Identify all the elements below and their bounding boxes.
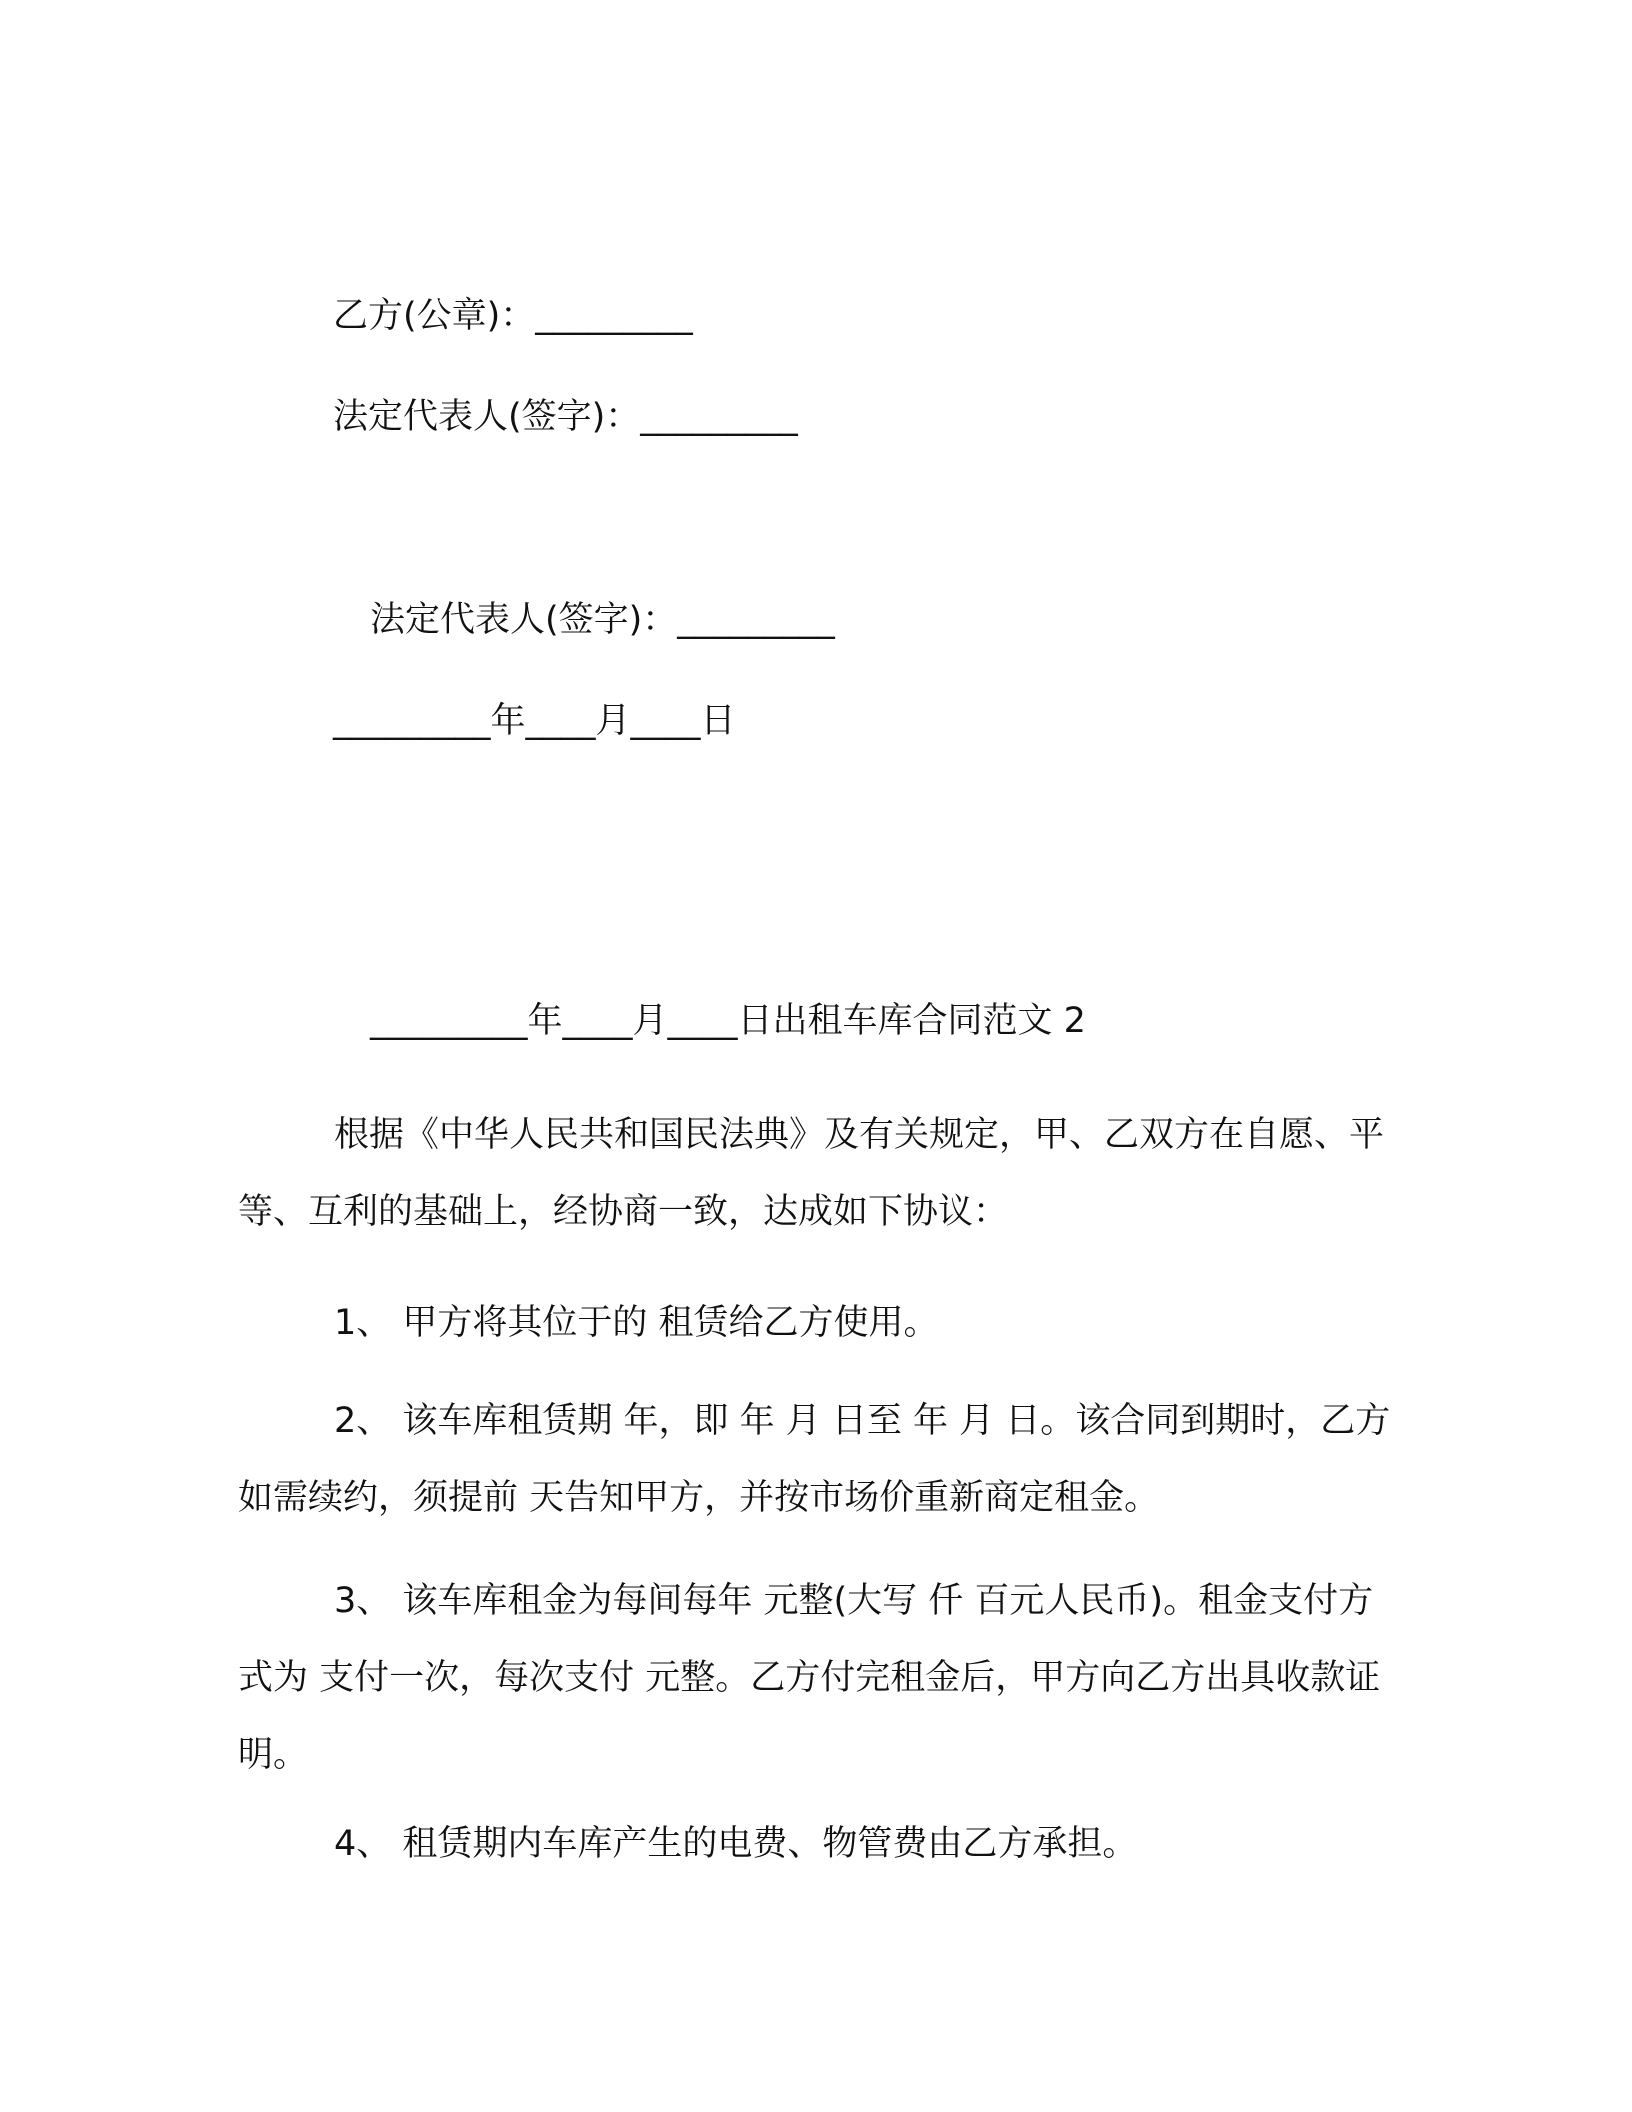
signature-date-line: _________年____月____日 [333,701,736,741]
clause-2-block [238,1383,1398,1537]
clause-paragraph: 4、 租赁期内车库产生的电费、物管费由乙方承担。 [334,1824,1138,1864]
clause-4-block [238,1806,1398,1883]
clause-paragraph: 2、 该车库租赁期 年，即 年 月 日至 年 月 日。该合同到期时，乙方如需续约，须提前 天告知甲方，并按市场价重新商定租金。 [238,1401,1391,1518]
legal-representative-signature-line-2: 法定代表人(签字)：_________ [370,600,835,640]
legal-representative-signature-line: 法定代表人(签字)：_________ [333,397,798,437]
preamble-paragraph: 根据《中华人民共和国民法典》及有关规定，甲、乙双方在自愿、平等、互利的基础上，经协商一致，达成如下协议： [238,1115,1385,1232]
party-b-seal-line: 乙方(公章)：_________ [333,296,693,336]
contract-title: _________年____月____日出租车库合同范文 2 [370,1001,1086,1041]
clause-1-block [238,1285,1398,1362]
clause-paragraph: 1、 甲方将其位于的 租赁给乙方使用。 [334,1303,939,1343]
preamble-block [238,1097,1398,1251]
clause-3-block [238,1563,1398,1794]
clause-paragraph: 3、 该车库租金为每间每年 元整(大写 仟 百元人民币)。租金支付方式为 支付一次，每次支付 元整。乙方付完租金后，甲方向乙方出具收款证明。 [238,1581,1381,1775]
